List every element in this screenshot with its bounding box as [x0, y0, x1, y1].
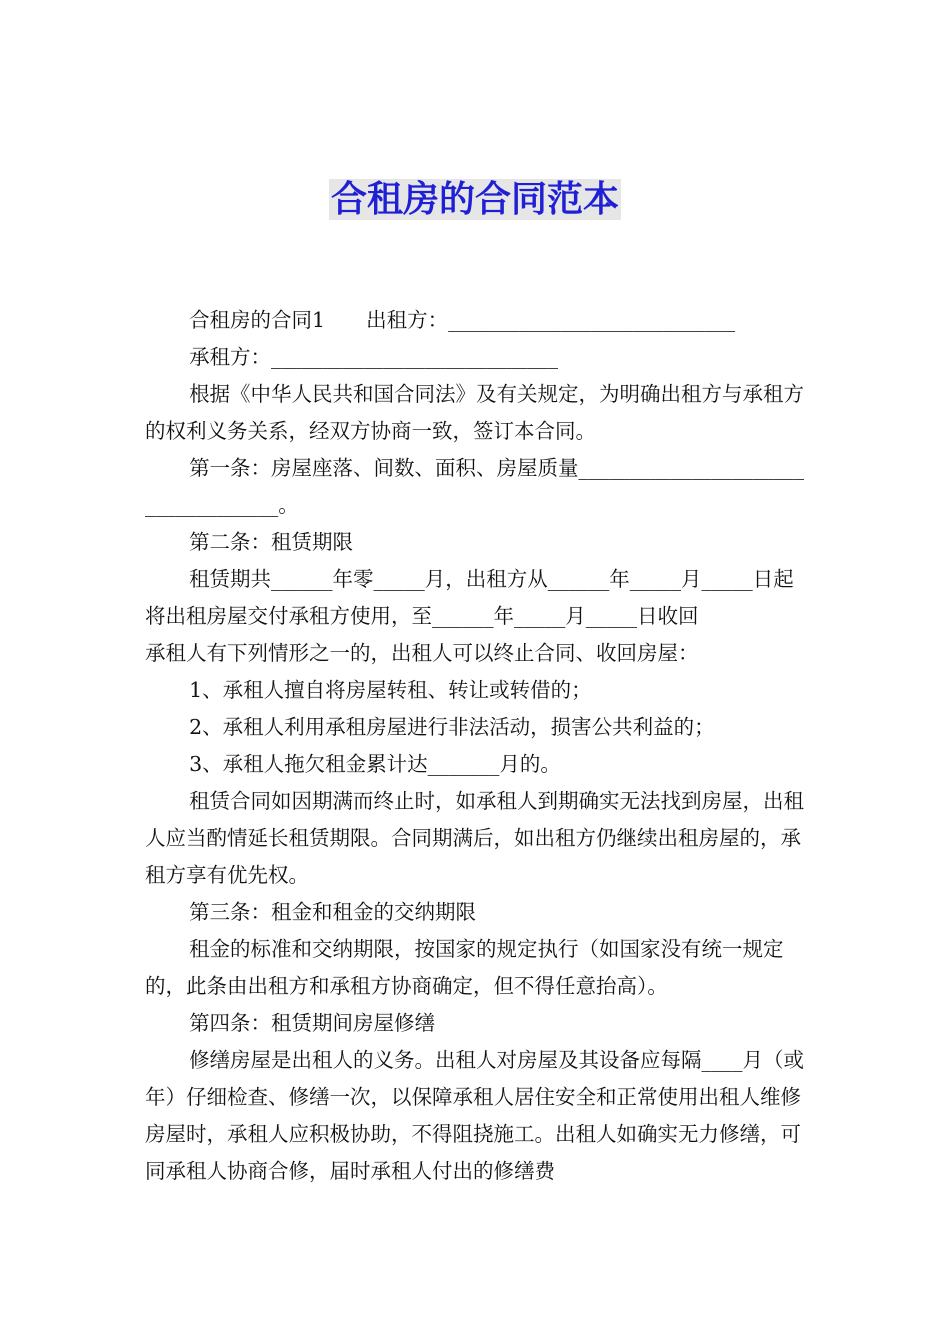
paragraph-repairs: 修缮房屋是出租人的义务。出租人对房屋及其设备应每隔____月（或年）仔细检查、修缮一次，以保障承租人居住安全和正常使用出租人维修房屋时，承租人应积极协助，不得阻挠施工。出租人如确实无力修缮，可同承租人协商合修，届时承租人付出的修缮费 [145, 1048, 805, 1183]
paragraph-contract-heading: 合租房的合同1 出租方：____________________________ [189, 308, 736, 332]
paragraph-lessee: 承租方：____________________________ [189, 345, 559, 369]
paragraph-article-2-heading: 第二条：租赁期限 [189, 530, 354, 554]
paragraph-article-1: 第一条：房屋座落、间数、面积、房屋质量___________________________________。 [145, 456, 805, 517]
list-item-condition-3: 3、承租人拖欠租金累计达_______月的。 [189, 752, 561, 776]
document-title-block [0, 178, 950, 222]
document-title: 合租房的合同范本 [330, 179, 619, 220]
paragraph-lease-term: 租赁期共______年零_____月，出租方从______年_____月_____日起将出租房屋交付承租方使用，至______年_____月_____日收回 [145, 567, 794, 628]
paragraph-termination-conditions: 承租人有下列情形之一的，出租人可以终止合同、收回房屋： [145, 641, 699, 665]
paragraph-rent-standard: 租金的标准和交纳期限，按国家的规定执行（如国家没有统一规定的，此条由出租方和承租方协商确定，但不得任意抬高）。 [145, 937, 784, 998]
paragraph-article-4-heading: 第四条：租赁期间房屋修缮 [189, 1011, 436, 1035]
paragraph-article-3-heading: 第三条：租金和租金的交纳期限 [189, 900, 477, 924]
list-item-condition-1: 1、承租人擅自将房屋转租、转让或转借的； [189, 678, 592, 702]
list-item-condition-2: 2、承租人利用承租房屋进行非法活动，损害公共利益的； [189, 715, 715, 739]
paragraph-preamble: 根据《中华人民共和国合同法》及有关规定，为明确出租方与承租方的权利义务关系，经双方协商一致，签订本合同。 [145, 382, 805, 443]
paragraph-lease-expiry: 租赁合同如因期满而终止时，如承租人到期确实无法找到房屋，出租人应当酌情延长租赁期限。合同期满后，如出租方仍继续出租房屋的，承租方享有优先权。 [145, 789, 805, 887]
document-body [145, 302, 810, 1190]
